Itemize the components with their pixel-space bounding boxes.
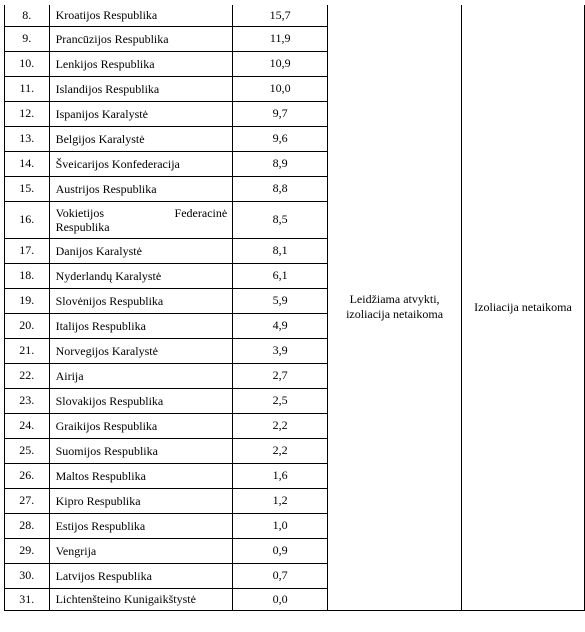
country-table (4, 5, 585, 611)
value-cell: 9,7 (233, 101, 328, 126)
row-number: 10. (5, 51, 50, 76)
country-name: Slovakijos Respublika (49, 388, 233, 413)
value-cell: 8,9 (233, 151, 328, 176)
value-cell: 2,5 (233, 388, 328, 413)
value-cell: 2,2 (233, 413, 328, 438)
country-name: Latvijos Respublika (49, 563, 233, 588)
country-name: Airija (49, 363, 233, 388)
row-number: 28. (5, 513, 50, 538)
value-cell: 1,0 (233, 513, 328, 538)
row-number: 18. (5, 263, 50, 288)
row-number: 17. (5, 238, 50, 263)
row-number: 14. (5, 151, 50, 176)
value-cell: 10,0 (233, 76, 328, 101)
value-cell: 6,1 (233, 263, 328, 288)
country-name: Lichtenšteino Kunigaikštystė (49, 588, 233, 610)
value-cell: 2,2 (233, 438, 328, 463)
row-number: 29. (5, 538, 50, 563)
row-number: 25. (5, 438, 50, 463)
entry-status-line-1: Leidžiama atvykti, (349, 292, 440, 307)
row-number: 9. (5, 26, 50, 51)
value-cell: 3,9 (233, 338, 328, 363)
country-name: Kipro Respublika (49, 488, 233, 513)
table-row (5, 5, 585, 26)
country-name: Prancūzijos Respublika (49, 26, 233, 51)
country-name: Danijos Karalystė (49, 238, 233, 263)
country-name: Šveicarijos Konfederacija (49, 151, 233, 176)
value-cell: 8,1 (233, 238, 328, 263)
value-cell: 0,7 (233, 563, 328, 588)
country-name: Slovėnijos Respublika (49, 288, 233, 313)
country-name: Nyderlandų Karalystė (49, 263, 233, 288)
row-number: 21. (5, 338, 50, 363)
row-number: 23. (5, 388, 50, 413)
row-number: 19. (5, 288, 50, 313)
row-number: 16. (5, 201, 50, 238)
row-number: 30. (5, 563, 50, 588)
value-cell: 0,0 (233, 588, 328, 610)
value-cell: 5,9 (233, 288, 328, 313)
row-number: 13. (5, 126, 50, 151)
value-cell: 2,7 (233, 363, 328, 388)
value-cell: 1,6 (233, 463, 328, 488)
value-cell: 4,9 (233, 313, 328, 338)
row-number: 11. (5, 76, 50, 101)
entry-status-cell (328, 5, 462, 610)
country-name-line-2: Respublika (55, 219, 110, 234)
value-cell: 11,9 (233, 26, 328, 51)
country-name: Italijos Respublika (49, 313, 233, 338)
country-name: Austrijos Respublika (49, 176, 233, 201)
isolation-status-cell: Izoliacija netaikoma (461, 5, 584, 610)
country-name: Maltos Respublika (49, 463, 233, 488)
country-name-line-1: Vokietijos Federacinė (55, 205, 228, 220)
country-name: Ispanijos Karalystė (49, 101, 233, 126)
row-number: 15. (5, 176, 50, 201)
row-number: 31. (5, 588, 50, 610)
row-number: 24. (5, 413, 50, 438)
row-number: 20. (5, 313, 50, 338)
value-cell: 1,2 (233, 488, 328, 513)
country-name: Estijos Respublika (49, 513, 233, 538)
value-cell: 8,5 (233, 201, 328, 238)
country-name: Lenkijos Respublika (49, 51, 233, 76)
row-number: 27. (5, 488, 50, 513)
value-cell: 0,9 (233, 538, 328, 563)
country-name: Belgijos Karalystė (49, 126, 233, 151)
country-name: Norvegijos Karalystė (49, 338, 233, 363)
country-name: Graikijos Respublika (49, 413, 233, 438)
row-number: 22. (5, 363, 50, 388)
entry-status-line-2: izoliacija netaikoma (346, 307, 444, 322)
row-number: 8. (5, 5, 50, 26)
row-number: 12. (5, 101, 50, 126)
row-number: 26. (5, 463, 50, 488)
country-name: Islandijos Respublika (49, 76, 233, 101)
table-body (5, 5, 585, 610)
value-cell: 8,8 (233, 176, 328, 201)
value-cell: 15,7 (233, 5, 328, 26)
country-name: Vengrija (49, 538, 233, 563)
value-cell: 10,9 (233, 51, 328, 76)
value-cell: 9,6 (233, 126, 328, 151)
country-name: Kroatijos Respublika (49, 5, 233, 26)
country-name (49, 201, 233, 238)
country-name: Suomijos Respublika (49, 438, 233, 463)
